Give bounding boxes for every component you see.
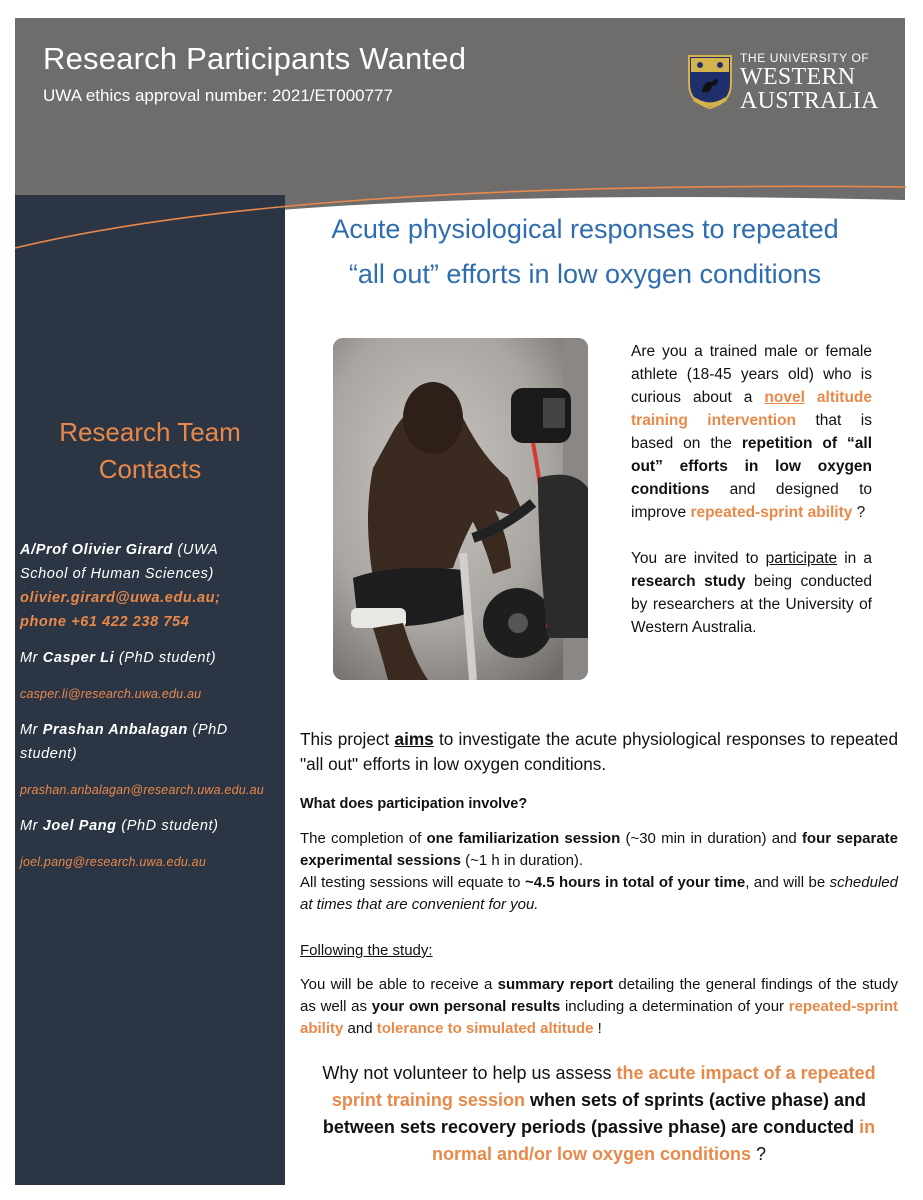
intro-altitude-training: altitude training intervention [631, 389, 873, 429]
involve-text-f: , and will be [745, 874, 830, 891]
aims-keyword: aims [394, 729, 434, 749]
intro-text [631, 340, 872, 662]
intro-p2-text-b: in a [837, 550, 872, 567]
contact-3-prefix: Mr [20, 722, 43, 738]
involve-experimental-sessions: four separate experimental sessions [300, 830, 898, 869]
closing-conditions: in normal and/or low oxygen conditions [431, 1117, 876, 1164]
athlete-photo [333, 338, 588, 680]
study-title-line1: Acute physiological responses to repeated [331, 214, 839, 244]
intro-p1-text-e: ? [852, 504, 866, 521]
intro-paragraph-2 [631, 547, 872, 639]
uwa-crest-icon [686, 52, 734, 112]
intro-repeated-sprint: repeated-sprint ability [690, 504, 853, 521]
contact-3-email[interactable]: prashan.anbalagan@research.uwa.edu.au [20, 783, 264, 797]
study-title [300, 207, 870, 297]
uwa-logo [686, 50, 879, 114]
following-text-a: You will be able to receive a [300, 976, 498, 993]
aims-text-b: to investigate the acute physiological responses to repeated "all out" efforts in low oxygen conditions. [300, 729, 898, 774]
research-team-heading [15, 414, 285, 488]
involve-text-c: (~30 min in duration) and [620, 830, 802, 847]
contact-1-line-1 [20, 538, 280, 562]
aims-text-a: This project [300, 729, 395, 749]
closing-text-a: Why not volunteer to help us assess [322, 1063, 617, 1083]
involve-scheduled: scheduled at times that are convenient for you. [300, 874, 898, 913]
logo-line1: THE UNIVERSITY OF [740, 51, 870, 65]
contact-3-role-b: student) [20, 746, 78, 762]
intro-p1-text-a: Are you a trained male or female athlete (18-45 years old) who is curious about a [631, 343, 872, 406]
contact-3-line-2 [20, 742, 280, 766]
involvement-heading: What does participation involve? [300, 796, 528, 812]
following-summary-report: summary report [497, 976, 614, 993]
contact-3-role-a: (PhD [187, 722, 228, 738]
contact-1-line-2 [20, 562, 280, 586]
intro-p1-space [805, 389, 817, 406]
involve-familiarization: one familiarization session [426, 830, 621, 847]
following-text-e: and [343, 1020, 377, 1037]
contact-2-email[interactable]: casper.li@research.uwa.edu.au [20, 687, 202, 701]
following-personal-results: your own personal results [371, 998, 561, 1015]
intro-p1-text-c: that is based on the [631, 412, 872, 452]
intro-p2-text-a: You are invited to [631, 550, 766, 567]
uwa-logo-text [740, 50, 879, 113]
ethics-number: UWA ethics approval number: 2021/ET000777 [43, 86, 393, 105]
contact-2-name: Casper Li [42, 650, 115, 666]
contact-1-affiliation-b: School of Human Sciences) [20, 566, 214, 582]
intro-p1-text-d: and designed to improve [631, 481, 872, 521]
page-title: Research Participants Wanted [43, 41, 467, 76]
following-text-d: including a determination of your [560, 998, 789, 1015]
contact-3-name: Prashan Anbalagan [42, 722, 188, 738]
logo-line2: WESTERN [740, 64, 856, 90]
closing-text-b: when sets of sprints (active phase) and between sets recovery periods (passive phase) are conducted [322, 1090, 867, 1137]
intro-novel: novel [764, 389, 805, 406]
contact-4-email[interactable]: joel.pang@research.uwa.edu.au [20, 855, 206, 869]
research-team-heading-line1: Research Team [59, 417, 241, 447]
involve-text-a: The completion of [300, 830, 427, 847]
intro-p2-text-c: being conducted by researchers at the University of Western Australia. [631, 573, 872, 636]
aims-paragraph [300, 727, 898, 777]
contact-2-role: (PhD student) [114, 650, 217, 666]
logo-line3: AUSTRALIA [740, 88, 879, 114]
research-team-heading-line2: Contacts [98, 454, 202, 484]
involve-text-e: All testing sessions will equate to [300, 874, 525, 891]
intro-research-study: research study [631, 573, 746, 590]
contact-1-phone[interactable]: phone +61 422 238 754 [20, 614, 190, 630]
athlete-cycling-image [333, 338, 588, 680]
involve-text-d: (~1 h in duration). [460, 852, 584, 869]
diagonal-sidebar-fill [15, 195, 285, 260]
following-text-c: detailing the general findings of the study as well as [300, 976, 898, 1015]
following-text-f: ! [593, 1020, 602, 1037]
contact-2-prefix: Mr [20, 650, 43, 666]
study-title-line2: “all out” efforts in low oxygen conditions [348, 259, 822, 289]
contact-2-line [20, 646, 280, 670]
contact-4-prefix: Mr [20, 818, 43, 834]
closing-acute-impact: the acute impact of a repeated sprint training session [331, 1063, 876, 1110]
following-heading: Following the study: [300, 942, 433, 959]
contact-1-affiliation-a: (UWA [172, 542, 219, 558]
intro-repetition-bold: repetition of “all out” efforts in low oxygen conditions [631, 435, 872, 498]
contact-1-email[interactable]: olivier.girard@uwa.edu.au; [20, 590, 221, 606]
intro-participate: participate [765, 550, 838, 567]
contacts-list [20, 538, 280, 874]
involve-total-time: ~4.5 hours in total of your time [524, 874, 746, 891]
following-paragraph [300, 974, 898, 1040]
closing-text-c: ? [751, 1144, 767, 1164]
contact-3-line-1 [20, 718, 280, 742]
closing-call-to-action [297, 1060, 901, 1168]
involvement-paragraph [300, 828, 898, 916]
intro-paragraph-1 [631, 340, 872, 524]
contact-4-line [20, 814, 280, 838]
following-tolerance: tolerance to simulated altitude [376, 1020, 594, 1037]
following-repeated-sprint: repeated-sprint ability [300, 998, 898, 1037]
contact-4-name: Joel Pang [42, 818, 117, 834]
contact-1-name: A/Prof Olivier Girard [20, 542, 173, 558]
contact-4-role: (PhD student) [116, 818, 219, 834]
